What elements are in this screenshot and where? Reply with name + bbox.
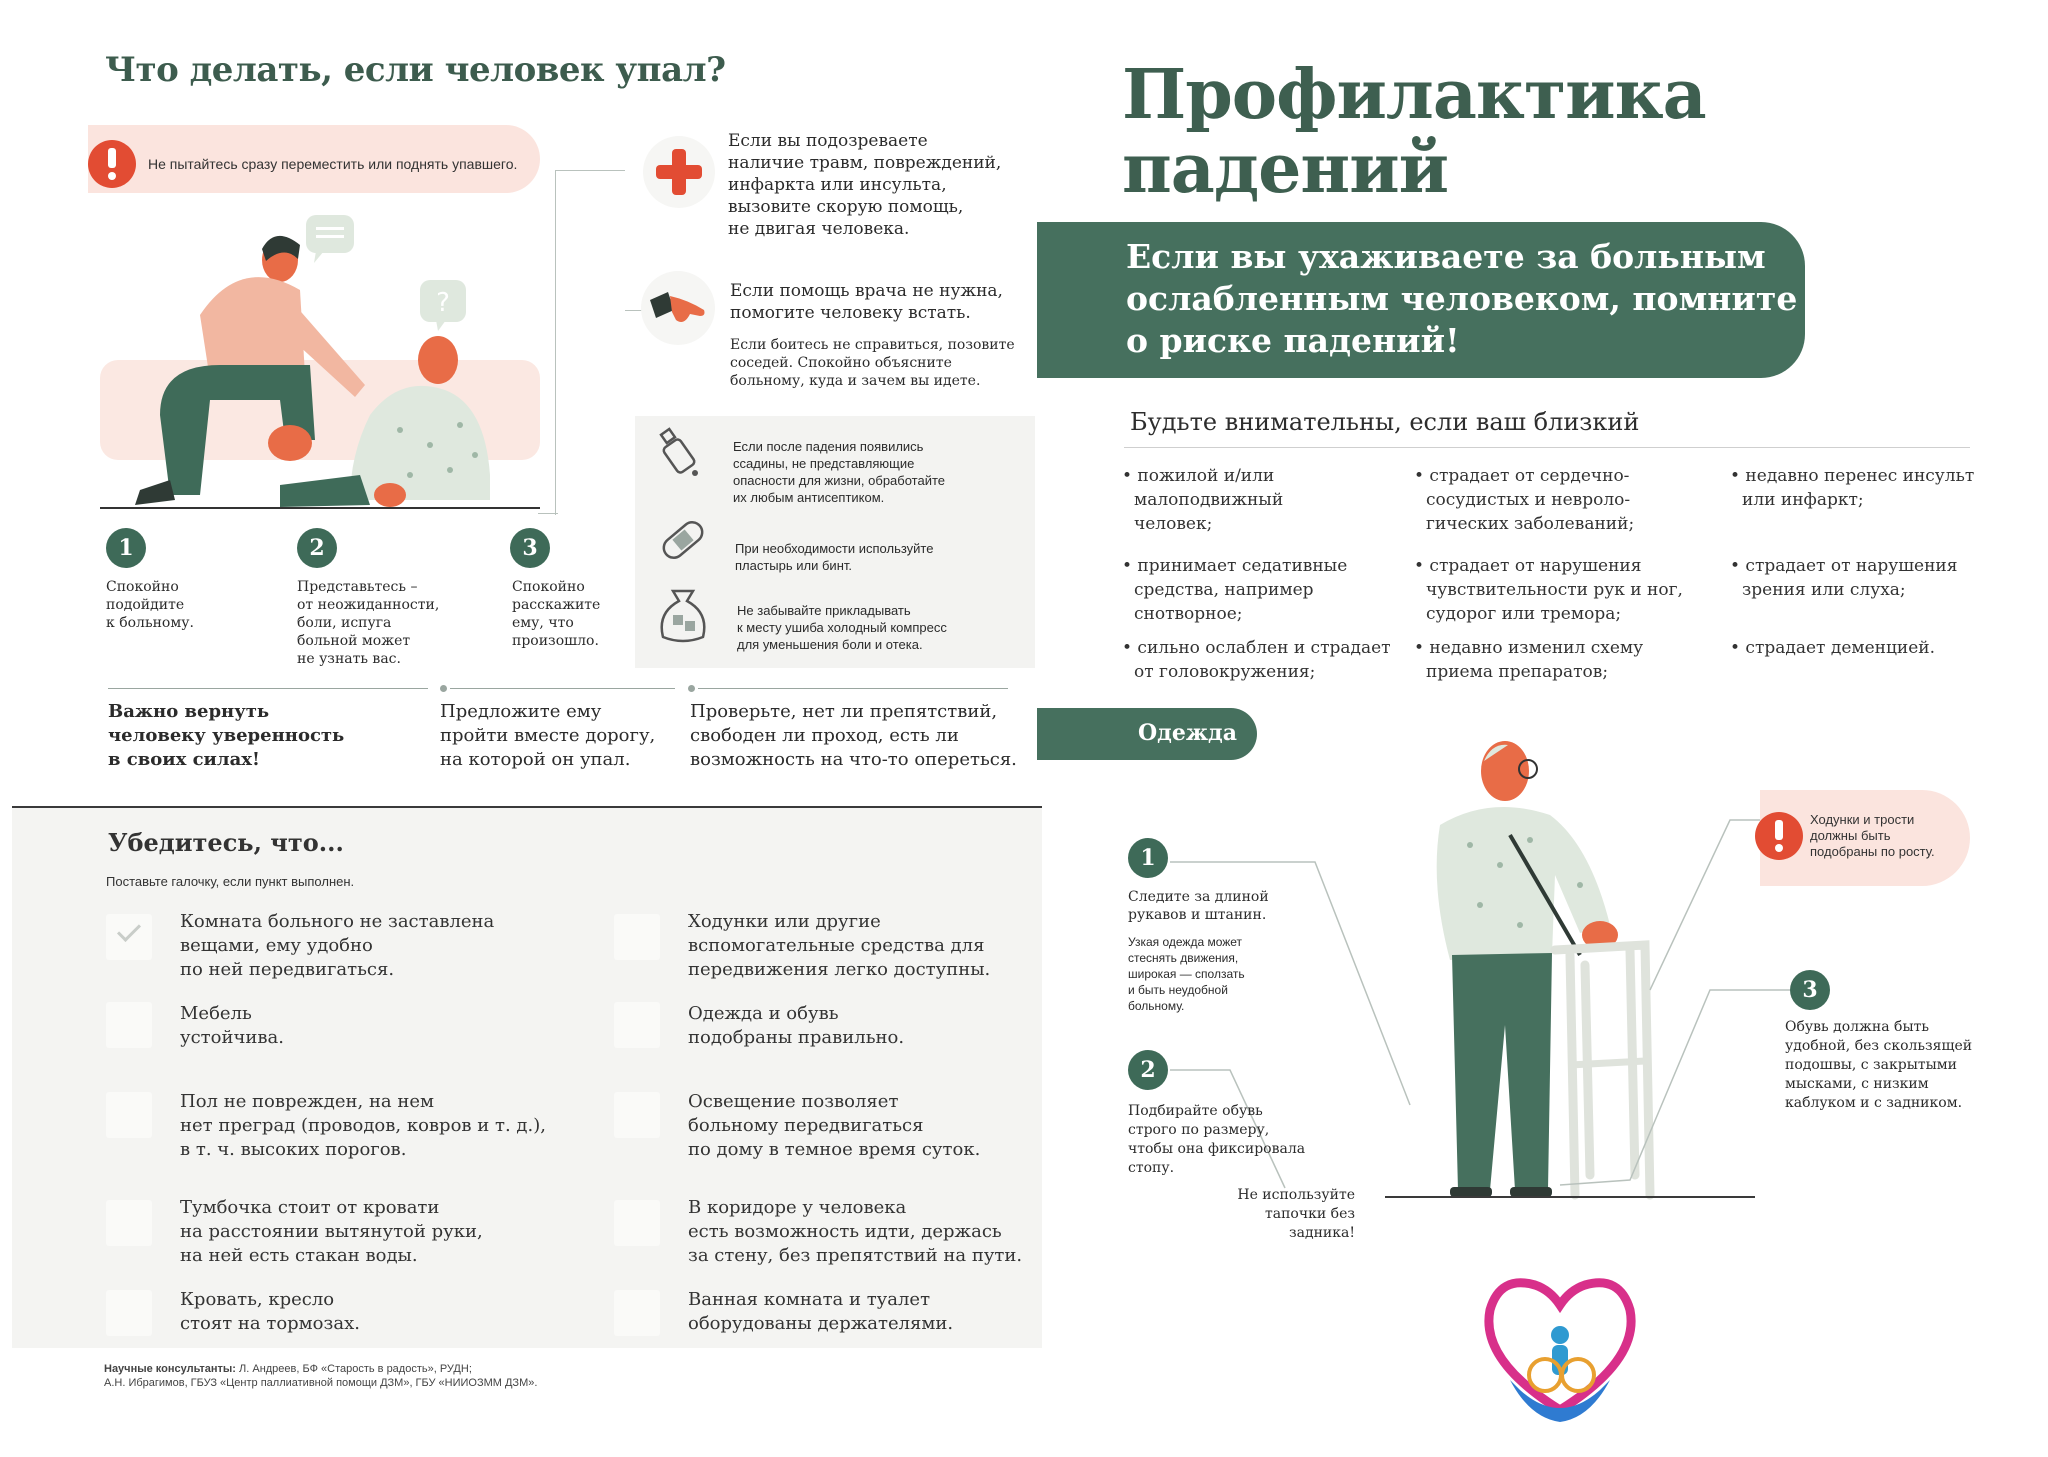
helping-hand-icon [640,270,716,346]
timeline-dot-1 [440,685,447,692]
check-item-clothes: Одежда и обувь подобраны правильно. [688,1003,905,1048]
suggest-walk-text: Предложите ему пройти вместе дорогу, на которой он упал. [440,701,656,770]
clothes-step-1: 1 [1128,838,1168,878]
clothes-step-1-body: Узкая одежда может стеснять движения, широкая — сползать и быть неудобной больному. [1128,935,1245,1013]
page-title: Профилактика падений [1122,55,1706,209]
clothes-section-label: Одежда [1138,720,1237,746]
step-number-3: 3 [510,528,550,568]
timeline-line-3 [698,688,1008,689]
checkbox-furniture[interactable] [106,1002,152,1048]
exclamation-icon [88,140,136,188]
tip-compress-text: Не забывайте прикладывать к месту ушиба холодный компресс для уменьшения боли и отека. [737,603,947,652]
check-item-bed: Кровать, кресло стоят на тормозах. [180,1289,360,1334]
check-item-floor: Пол не поврежден, на нем нет преград (проводов, ковров и т. д.), в т. ч. высоких порогов. [180,1091,546,1160]
tip-injury-text: Если вы подозреваете наличие травм, повреждений, инфаркта или инсульта, вызовите скорую помощь, не двигая человека. [728,131,1002,239]
tip-antiseptic-text: Если после падения появились ссадины, не представляющие опасности для жизни, обработайте их любым антисептиком. [733,439,946,505]
checkbox-walkers[interactable] [614,914,660,960]
footer-credits: Научные консультанты: Л. Андреев, БФ «Старость в радость», РУДН; А.Н. Ибрагимов, ГБУЗ «Центр паллиативной помощи ДЗМ», ГБУ «НИИОЗММ ДЗМ». [104,1363,538,1389]
risk-sedatives: • принимает седативные средства, например снотворное; [1122,556,1348,624]
risk-section-rule [1124,447,1970,448]
checklist-subtitle: Поставьте галочку, если пункт выполнен. [106,874,355,889]
speech-bubble-icon [306,215,354,263]
clothes-step-2: 2 [1128,1050,1168,1090]
check-item-lighting: Освещение позволяет больному передвигаться по дому в темное время суток. [688,1091,981,1160]
risk-cardio: • страдает от сердечно- сосудистых и невроло- гических заболеваний; [1414,466,1635,534]
medical-cross-icon [642,135,716,209]
clothes-step-3-title: Обувь должна быть удобной, без скользящей подошвы, с закрытыми мысками, с низким каблуком и с задником. [1785,1019,1973,1111]
section-title-fall: Что делать, если человек упал? [105,50,726,90]
checklist-title: Убедитесь, что... [108,828,344,857]
step-1-text: Спокойно подойдите к больному. [106,579,194,631]
warning-text: Не пытайтесь сразу переместить или поднять упавшего. [148,156,518,172]
cold-compress-icon [655,583,711,647]
plaster-icon [655,512,711,568]
tips-connector-foot [538,513,558,514]
checkbox-room-clear[interactable] [106,914,152,960]
walker-exclamation-icon [1755,812,1803,860]
risk-stroke: • недавно перенес инсульт или инфаркт; [1730,466,1975,510]
tips-connector [555,170,625,515]
checkmark-icon [117,918,141,942]
clothes-step-2-title: Подбирайте обувь строго по размеру, чтобы она фиксировала стопу. [1128,1103,1306,1176]
clothes-step-1-title: Следите за длиной рукавов и штанин. [1128,889,1269,923]
rehabilitation-heart-logo [1450,1240,1670,1440]
step-number-2: 2 [297,528,337,568]
check-item-corridor: В коридоре у человека есть возможность идти, держась за стену, без препятствий на пути. [688,1197,1023,1266]
risk-dizziness: • сильно ослаблен и страдает от головокружения; [1122,638,1391,682]
timeline-dot-2 [688,685,695,692]
check-path-text: Проверьте, нет ли препятствий, свободен ли проход, есть ли возможность на что-то опереться. [690,701,1017,770]
clothes-step-3: 3 [1790,970,1830,1010]
checkbox-bed-brakes[interactable] [106,1290,152,1336]
checkbox-clothes[interactable] [614,1002,660,1048]
antiseptic-bottle-icon [655,425,711,481]
timeline-line-2 [450,688,675,689]
check-item-nightstand: Тумбочка стоит от кровати на расстоянии вытянутой руки, на ней есть стакан воды. [180,1197,483,1266]
confidence-text: Важно вернуть человеку уверенность в своих силах! [108,701,345,770]
checkbox-nightstand[interactable] [106,1200,152,1246]
question-bubble-icon [420,280,466,331]
caregiver-banner-text: Если вы ухаживаете за больным ослабленным человеком, помните о риске падений! [1126,237,1798,360]
walker-warning-text: Ходунки и трости должны быть подобраны по росту. [1810,812,1935,859]
step-3-text: Спокойно расскажите ему, что произошло. [512,579,601,649]
step-2-text: Представьтесь – от неожиданности, боли, испуга больной может не узнать вас. [297,579,440,667]
step-number-1: 1 [106,528,146,568]
risk-section-title: Будьте внимательны, если ваш близкий [1130,408,1640,436]
risk-medication: • недавно изменил схему приема препаратов; [1414,638,1644,682]
risk-vision: • страдает от нарушения зрения или слуха; [1730,556,1958,600]
check-item-furniture: Мебель устойчива. [180,1003,284,1048]
risk-dementia: • страдает деменцией. [1730,638,1936,658]
tip-help-body: Если боитесь не справиться, позовите соседей. Спокойно объясните больному, куда и зачем вы идете. [730,337,1015,389]
tip-plaster-text: При необходимости используйте пластырь или бинт. [735,541,934,573]
svg-text:?: ? [436,288,450,318]
checkbox-corridor[interactable] [614,1200,660,1246]
check-item-room: Комната больного не заставлена вещами, ему удобно по ней передвигаться. [180,911,495,980]
checkbox-lighting[interactable] [614,1092,660,1138]
tip-help-title: Если помощь врача не нужна, помогите человеку встать. [730,281,1003,323]
checkbox-bathroom[interactable] [614,1290,660,1336]
risk-sensitivity: • страдает от нарушения чувствительности рук и ног, судорог или тремора; [1414,556,1683,624]
slippers-note: Не используйте тапочки без задника! [1237,1187,1355,1241]
checkbox-floor[interactable] [106,1092,152,1138]
check-item-bathroom: Ванная комната и туалет оборудованы держателями. [688,1289,954,1334]
check-item-walkers: Ходунки или другие вспомогательные средства для передвижения легко доступны. [688,911,991,980]
fall-help-illustration [100,215,560,515]
risk-elderly: • пожилой и/или малоподвижный человек; [1122,466,1284,534]
timeline-line-1 [108,688,428,689]
